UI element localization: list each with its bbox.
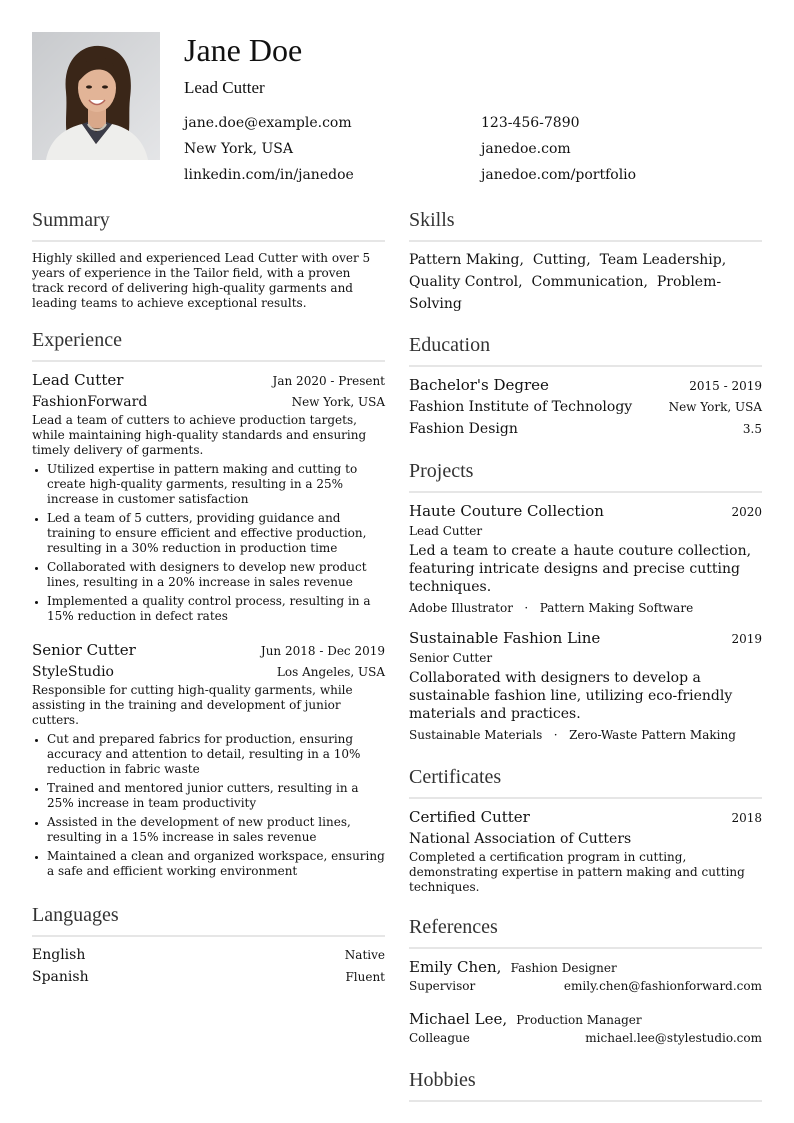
language-level: Native [344,948,385,962]
certificate-year: 2018 [731,811,762,825]
separator-dot: · [516,601,536,615]
reference-email[interactable]: michael.lee@stylestudio.com [585,1031,762,1045]
project-year: 2020 [731,505,762,519]
skill-item: Problem-Solving [409,274,722,312]
section-heading: Education [409,334,491,356]
job-title: Senior Cutter [32,641,136,659]
section-divider [409,1100,762,1102]
certificates-section [409,763,762,895]
tool-tag: Zero-Waste Pattern Making [569,728,736,742]
section-divider [409,240,762,242]
achievement-item: Cut and prepared fabrics for production, ensuring accuracy and attention to detail, resulting in a 10% reduction in fabric waste [47,732,385,777]
section-divider [409,947,762,949]
section-heading: Summary [32,209,110,231]
section-heading: Projects [409,460,474,482]
skill-item: Quality Control, [409,274,523,290]
project-year: 2019 [731,632,762,646]
achievement-item: Trained and mentored junior cutters, resulting in a 25% increase in team productivity [47,781,385,811]
education-dates: 2015 - 2019 [689,379,762,393]
candidate-title: Lead Cutter [184,78,265,97]
language-level: Fluent [345,970,385,984]
reference-name: Michael Lee, [409,1010,508,1028]
reference-item [409,1009,762,1046]
project-role: Senior Cutter [409,651,493,665]
degree-name: Bachelor's Degree [409,376,549,394]
job-description: Lead a team of cutters to achieve production targets, while maintaining high-quality standards and ensuring timely delivery of garments. [32,413,367,457]
tool-tag: Adobe Illustrator [409,601,513,615]
achievement-list [32,462,385,624]
language-name: English [32,947,86,963]
experience-item [32,370,385,624]
section-divider [32,935,385,937]
section-divider [32,360,385,362]
language-item [32,967,385,987]
school-name: Fashion Institute of Technology [409,399,633,415]
section-heading: References [409,916,498,938]
experience-section [32,326,385,879]
skills-list [409,249,762,315]
phone-number[interactable]: 123-456-7890 [481,115,580,131]
project-item [409,501,762,616]
summary-text: Highly skilled and experienced Lead Cutter with over 5 years of experience in the Tailor field, with a proven track record of delivering high-quality garments and leading teams to achieve exceptional results. [32,251,371,310]
section-heading: Hobbies [409,1069,476,1091]
reference-position: Fashion Designer [510,961,617,975]
skill-item: Pattern Making, [409,252,524,268]
profile-photo [32,32,160,160]
certificate-title: Certified Cutter [409,808,530,826]
profile-photo-illustration [32,32,160,160]
left-column [32,206,385,987]
experience-item [32,640,385,879]
achievement-item: Implemented a quality control process, resulting in a 15% reduction in defect rates [47,594,385,624]
section-divider [409,365,762,367]
job-location: New York, USA [291,395,385,409]
certificate-issuer: National Association of Cutters [409,831,632,847]
certificate-description: Completed a certification program in cutting, demonstrating expertise in pattern making and cutting techniques. [409,850,745,894]
section-heading: Skills [409,209,455,231]
website-link[interactable]: janedoe.com [481,141,571,157]
achievement-item: Assisted in the development of new product lines, resulting in a 15% increase in sales revenue [47,815,385,845]
project-title: Haute Couture Collection [409,502,604,520]
achievement-item: Utilized expertise in pattern making and cutting to create high-quality garments, resulting in a 25% increase in customer satisfaction [47,462,385,507]
separator-dot: · [546,728,566,742]
education-section [409,331,762,439]
skill-item: Team Leadership, [599,252,727,268]
section-heading: Languages [32,904,119,926]
projects-section [409,457,762,743]
languages-section [32,901,385,987]
language-name: Spanish [32,969,89,985]
email-link[interactable]: jane.doe@example.com [184,115,352,131]
company-name: StyleStudio [32,664,114,680]
section-divider [409,491,762,493]
job-description: Responsible for cutting high-quality garments, while assisting in the training and development of junior cutters. [32,683,353,727]
achievement-item: Led a team of 5 cutters, providing guidance and training to ensure efficient and effective production, resulting in a 30% reduction in production time [47,511,385,556]
reference-email[interactable]: emily.chen@fashionforward.com [563,979,762,993]
reference-name: Emily Chen, [409,958,502,976]
linkedin-link[interactable]: linkedin.com/in/janedoe [184,167,354,183]
achievement-item: Maintained a clean and organized workspace, ensuring a safe and efficient working environment [47,849,385,878]
skill-item: Cutting, [532,252,591,268]
reference-relation: Colleague [409,1031,470,1045]
job-title: Lead Cutter [32,371,124,389]
portfolio-link[interactable]: janedoe.com/portfolio [481,167,637,183]
location: New York, USA [184,141,293,157]
section-divider [32,240,385,242]
hobbies-section [409,1066,762,1102]
gpa: 3.5 [742,422,762,436]
reference-item [409,957,762,994]
language-item [32,945,385,965]
summary-section [32,206,385,311]
project-role: Lead Cutter [409,524,483,538]
references-section [409,913,762,1046]
job-dates: Jun 2018 - Dec 2019 [260,644,385,658]
skills-section [409,206,762,315]
skill-item: Communication, [531,274,648,290]
tool-tag: Pattern Making Software [539,601,694,615]
school-location: New York, USA [668,400,762,414]
reference-position: Production Manager [516,1013,642,1027]
project-item [409,628,762,743]
project-description: Led a team to create a haute couture collection, featuring intricate designs and precise cutting techniques. [409,543,752,595]
candidate-name: Jane Doe [184,32,303,68]
project-title: Sustainable Fashion Line [409,629,601,647]
field-of-study: Fashion Design [409,421,518,437]
right-column [409,206,762,1102]
achievement-list [32,732,385,879]
reference-relation: Supervisor [409,979,476,993]
job-dates: Jan 2020 - Present [272,374,385,388]
project-tools [409,728,762,743]
company-name: FashionForward [32,394,148,410]
section-divider [409,797,762,799]
section-heading: Experience [32,329,122,351]
project-tools [409,601,762,616]
project-description: Collaborated with designers to develop a sustainable fashion line, utilizing eco-friendly materials and practices. [409,670,733,722]
tool-tag: Sustainable Materials [409,728,543,742]
section-heading: Certificates [409,766,502,788]
achievement-item: Collaborated with designers to develop new product lines, resulting in a 20% increase in sales revenue [47,560,385,590]
job-location: Los Angeles, USA [276,665,385,679]
